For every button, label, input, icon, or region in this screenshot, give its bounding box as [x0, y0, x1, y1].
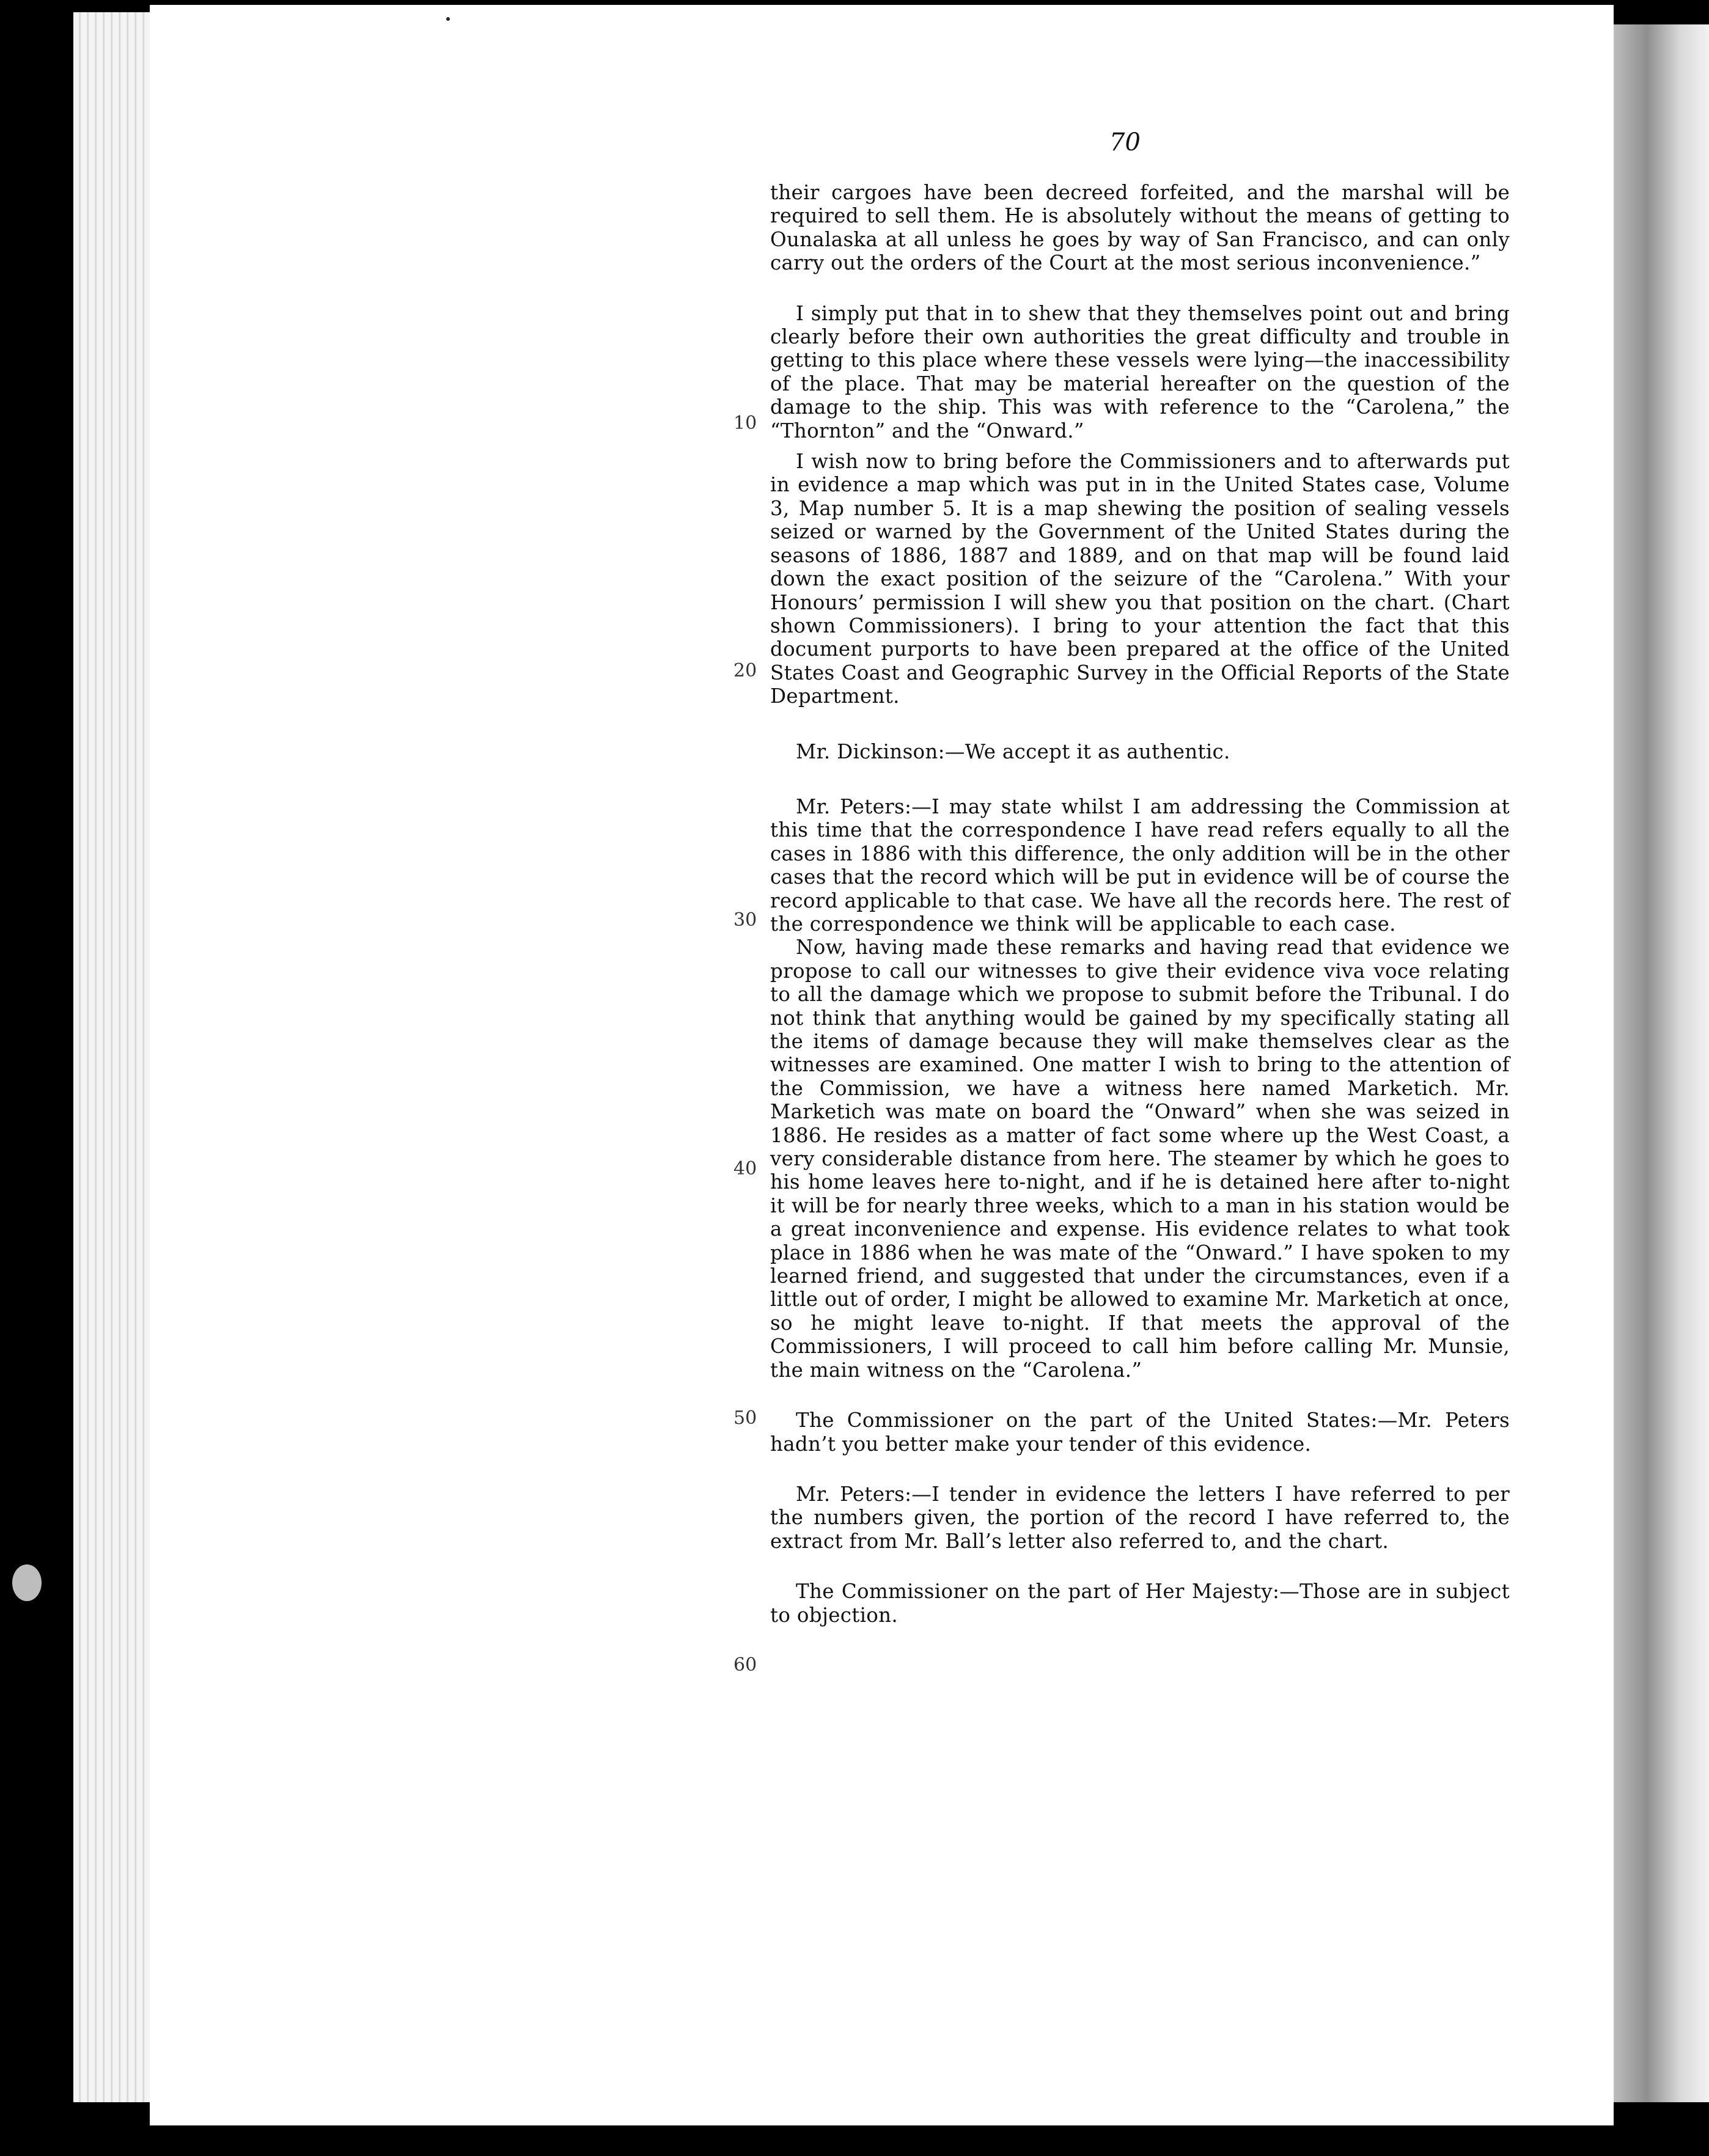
line-number-40: 40: [733, 1158, 757, 1179]
paragraph-peters-correspondence: Mr. Peters:—I may state whilst I am addressing the Commission at this time that the correspondence I have read refers equally to all the cases in 1886 with this difference, the only addition will be in the other cases that the record which will be put in evidence will be of course the record applicable to that case. We have all the records here. The rest of the correspondence we think will be applicable to each case.: [770, 794, 1510, 936]
page-number: 70: [1109, 128, 1141, 156]
paragraph-us-commissioner: The Commissioner on the part of the United States:—Mr. Peters hadn’t you better make your tender of this evidence.: [770, 1409, 1510, 1456]
scan-artifact: [446, 17, 450, 21]
paragraph-map-evidence: I wish now to bring before the Commissioners and to afterwards put in evidence a map which was put in in the United States case, Volume 3, Map number 5. It is a map shewing the position of sealing vessels seized or warned by the Government of the United States during the seasons of 1886, 1887 and 1889, and on that map will be found laid down the exact position of the seizure of the “Carolena.” With your Honours’ permission I will shew you that position on the chart. (Chart shown Commissioners). I bring to your attention the fact that this document purports to have been prepared at the office of the United States Coast and Geographic Survey in the Official Reports of the State Department.: [770, 450, 1510, 708]
book-binding-shadow: [1614, 24, 1709, 2102]
paragraph-quote-continuation: their cargoes have been decreed forfeited, and the marshal will be required to sell them. He is absolutely without the means of getting to Ounalaska at all unless he goes by way of San Francisco, and can only carry out the orders of the Court at the most serious inconvenience.”: [770, 181, 1510, 275]
scan-artifact: [12, 1564, 42, 1601]
body-text: [770, 181, 1510, 1627]
paragraph-dickinson: Mr. Dickinson:—We accept it as authentic.: [796, 739, 1230, 763]
line-number-50: 50: [733, 1407, 757, 1429]
paragraph-peters-tender: Mr. Peters:—I tender in evidence the letters I have referred to per the numbers given, the portion of the record I have referred to, the extract from Mr. Ball’s letter also referred to, and the chart.: [770, 1482, 1510, 1553]
paragraph-her-majesty-commissioner: The Commissioner on the part of Her Majesty:—Those are in subject to objection.: [770, 1580, 1510, 1627]
line-number-20: 20: [733, 660, 757, 681]
line-number-30: 30: [733, 909, 757, 931]
line-number-10: 10: [733, 413, 757, 434]
line-number-60: 60: [733, 1654, 757, 1676]
paragraph-witnesses: Now, having made these remarks and having read that evidence we propose to call our witnesses to give their evidence viva voce relating to all the damage which we propose to submit before the Tribunal. I do not think that anything would be gained by my specifically stating all the items of damage because they will make themselves clear as the witnesses are examined. One matter I wish to bring to the attention of the Commission, we have a witness here named Marketich. Mr. Marketich was mate on board the “Onward” when she was seized in 1886. He resides as a matter of fact some where up the West Coast, a very considerable distance from here. The steamer by which he goes to his home leaves here to-night, and if he is detained here after to-night it will be for nearly three weeks, which to a man in his station would be a great inconvenience and expense. His evidence relates to what took place in 1886 when he was mate of the “Onward.” I have spoken to my learned friend, and suggested that under the circumstances, even if a little out of order, I might be allowed to examine Mr. Marketich at once, so he might leave to-night. If that meets the approval of the Commissioners, I will proceed to call him before calling Mr. Munsie, the main witness on the “Carolena.”: [770, 936, 1510, 1382]
paragraph-inaccessibility: I simply put that in to shew that they themselves point out and bring clearly before their own authorities the great difficulty and trouble in getting to this place where these vessels were lying—the inaccessibility of the place. That may be material hereafter on the question of the damage to the ship. This was with reference to the “Carolena,” the “Thornton” and the “Onward.”: [770, 301, 1510, 442]
